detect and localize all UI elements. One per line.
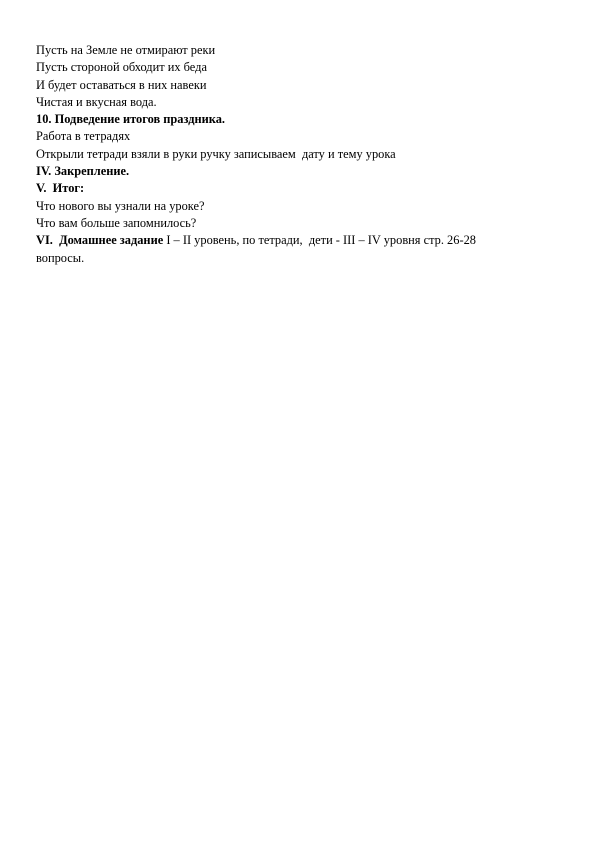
poem-line-4: Чистая и вкусная вода. <box>36 94 157 109</box>
section-4-heading: IV. Закрепление. <box>36 164 130 179</box>
section-5-heading: V. Итог: <box>36 181 85 196</box>
section-5-question-1: Что нового вы узнали на уроке? <box>36 198 205 213</box>
section-6-label: VI. Домашнее задание <box>36 233 164 248</box>
poem-line-2: Пусть стороной обходит их беда <box>36 60 207 75</box>
poem-line-3: И будет оставаться в них навеки <box>36 77 207 92</box>
section-10-text-1: Работа в тетрадях <box>36 129 131 144</box>
section-6-text: I – II уровень, по тетради, дети - III – IV уровня стр. 26-28 <box>163 233 476 248</box>
section-10-heading: 10. Подведение итогов праздника. <box>36 112 226 127</box>
section-6-continuation: вопросы. <box>36 250 85 265</box>
poem-line-1: Пусть на Земле не отмирают реки <box>36 43 216 57</box>
section-6-line <box>36 232 556 249</box>
section-10-text-2: Открыли тетради взяли в руки ручку записываем дату и тему урока <box>36 146 396 161</box>
document-body <box>36 42 556 267</box>
section-5-question-2: Что вам больше запомнилось? <box>36 215 197 230</box>
